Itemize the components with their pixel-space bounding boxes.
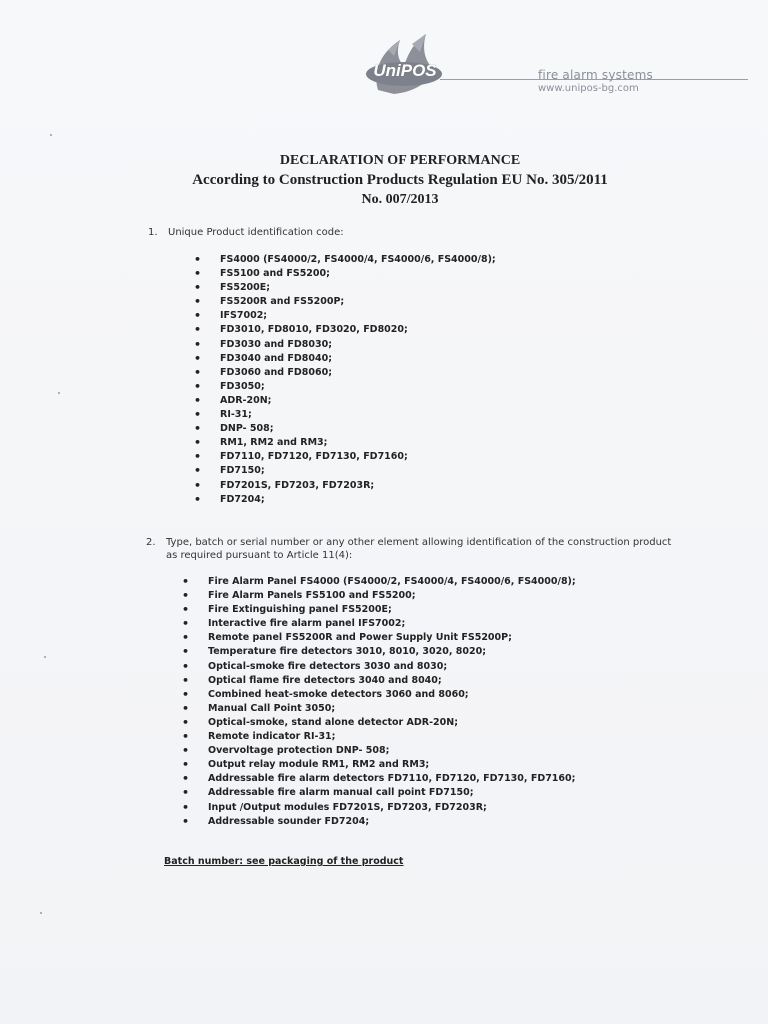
scan-speck — [50, 134, 52, 136]
product-code-item: • FS5100 and FS5200; — [194, 267, 496, 281]
product-code-item: • FS4000 (FS4000/2, FS4000/4, FS4000/6, FS4000/8); — [194, 253, 496, 267]
product-type-item: • Overvoltage protection DNP- 508; — [182, 744, 576, 758]
product-type-item: • Output relay module RM1, RM2 and RM3; — [182, 758, 576, 772]
product-type-item: • Manual Call Point 3050; — [182, 702, 576, 716]
document-title — [150, 152, 650, 210]
product-type-item: • Remote panel FS5200R and Power Supply Unit FS5200P; — [182, 631, 576, 645]
batch-note: Batch number: see packaging of the product — [164, 856, 404, 867]
product-type-item: • Optical flame fire detectors 3040 and 8040; — [182, 674, 576, 688]
product-code-item: • RM1, RM2 and RM3; — [194, 436, 496, 450]
product-code-item: • RI-31; — [194, 408, 496, 422]
product-type-item: • Combined heat-smoke detectors 3060 and 8060; — [182, 688, 576, 702]
section-1-heading-text: Unique Product identification code: — [168, 227, 344, 238]
product-type-item: • Interactive fire alarm panel IFS7002; — [182, 617, 576, 631]
product-type-item: • Temperature fire detectors 3010, 8010, 3020, 8020; — [182, 645, 576, 659]
product-code-item: • ADR-20N; — [194, 394, 496, 408]
product-type-item: • Addressable fire alarm manual call point FD7150; — [182, 786, 576, 800]
section-2-number: 2. — [146, 537, 156, 548]
title-line-3: No. 007/2013 — [361, 192, 439, 207]
product-code-item: • FS5200R and FS5200P; — [194, 295, 496, 309]
logo-wordmark: UniPOS — [373, 61, 437, 80]
product-type-list — [182, 575, 576, 829]
product-code-item: • FD7110, FD7120, FD7130, FD7160; — [194, 450, 496, 464]
product-type-item: • Optical-smoke fire detectors 3030 and 8030; — [182, 660, 576, 674]
product-type-item: • Fire Alarm Panels FS5100 and FS5200; — [182, 589, 576, 603]
section-2-heading-line-2: as required pursuant to Article 11(4): — [166, 550, 353, 561]
product-code-item: • FD7204; — [194, 493, 496, 507]
product-code-item: • FD3050; — [194, 380, 496, 394]
product-type-item: • Input /Output modules FD7201S, FD7203, FD7203R; — [182, 801, 576, 815]
title-line-1: DECLARATION OF PERFORMANCE — [279, 153, 521, 168]
scan-speck — [44, 656, 46, 658]
section-1-heading — [148, 226, 344, 239]
product-code-item: • FD3030 and FD8030; — [194, 338, 496, 352]
product-code-item: • FD7201S, FD7203, FD7203R; — [194, 479, 496, 493]
product-code-item: • FD7150; — [194, 464, 496, 478]
product-type-item: • Fire Alarm Panel FS4000 (FS4000/2, FS4000/4, FS4000/6, FS4000/8); — [182, 575, 576, 589]
scan-speck — [40, 912, 42, 914]
product-code-item: • IFS7002; — [194, 309, 496, 323]
section-2-heading-line-1: Type, batch or serial number or any other element allowing identification of the construction product — [166, 537, 672, 548]
product-type-item: • Addressable fire alarm detectors FD7110, FD7120, FD7130, FD7160; — [182, 772, 576, 786]
product-code-item: • DNP- 508; — [194, 422, 496, 436]
scan-speck — [58, 392, 60, 394]
product-type-item: • Fire Extinguishing panel FS5200E; — [182, 603, 576, 617]
product-type-item: • Optical-smoke, stand alone detector ADR-20N; — [182, 716, 576, 730]
product-code-list — [194, 253, 496, 507]
product-code-item: • FD3040 and FD8040; — [194, 352, 496, 366]
company-logo — [364, 30, 444, 102]
product-type-item: • Addressable sounder FD7204; — [182, 815, 576, 829]
company-website: www.unipos-bg.com — [538, 83, 639, 94]
company-tagline: fire alarm systems — [538, 68, 653, 82]
product-type-item: • Remote indicator RI-31; — [182, 730, 576, 744]
title-line-2: According to Construction Products Regulation EU No. 305/2011 — [192, 172, 608, 188]
product-code-item: • FS5200E; — [194, 281, 496, 295]
section-2-heading — [146, 536, 671, 549]
product-code-item: • FD3010, FD8010, FD3020, FD8020; — [194, 323, 496, 337]
section-1-number: 1. — [148, 227, 158, 238]
product-code-item: • FD3060 and FD8060; — [194, 366, 496, 380]
